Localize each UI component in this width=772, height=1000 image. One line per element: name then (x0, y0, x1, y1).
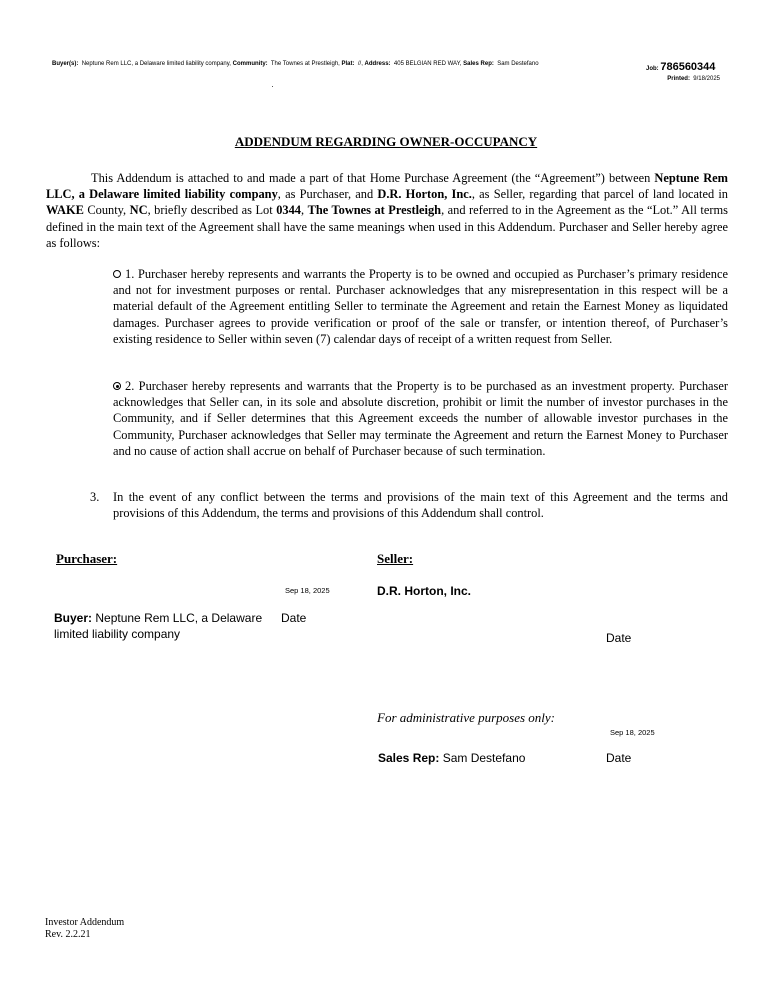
state: NC (129, 203, 148, 218)
intro-text-5: , briefly described as Lot (147, 203, 273, 218)
radio-investment[interactable] (113, 382, 121, 390)
clause-number: 3. (90, 490, 100, 504)
sales-rep-line (378, 751, 525, 765)
header-info (52, 61, 539, 67)
admin-sign-date: Sep 18, 2025 (610, 728, 655, 737)
seller-heading: Seller: (377, 551, 414, 566)
intro-text-7: , and referred to in the Agreement as the “Lot.” All terms defined in the main text of the Agreement shall have the same meanings when used in this Addendum. Purchaser and Seller hereby agree as follows: (46, 203, 728, 250)
footer-form-name: Investor Addendum (45, 917, 125, 928)
intro-text-6: , (300, 203, 305, 218)
community-value: The Townes at Prestleigh, (270, 61, 340, 67)
purchaser-name: Neptune Rem LLC, a Delaware limited liability company (46, 171, 728, 202)
option-1-text: 1. Purchaser hereby represents and warrants the Property is to be owned and occupied as Purchaser’s primary residence and not for investment purposes or rental. Purchaser acknowledges that any misrepresentation in this respect will be a material default of the Agreement entitling Seller to terminate the Agreement and retain the Earnest Money as liquidated damages. Purchaser agrees to provide verification or proof of the sale or transfer, or intention thereof, of Purchaser’s existing residence to Seller within seven (7) calendar days of receipt of a written request from Seller. (113, 267, 728, 346)
address-value: 405 BELGIAN RED WAY, (393, 61, 462, 67)
sales-rep-label: Sales Rep: (463, 61, 494, 67)
sales-rep-date-label: Date (606, 751, 632, 765)
buyer-label: Buyer: (54, 611, 93, 625)
sales-rep-value: Sam Destefano (497, 61, 539, 67)
option-investment (113, 378, 728, 459)
job-info (646, 61, 715, 73)
footer (45, 917, 124, 941)
purchaser-heading: Purchaser: (56, 551, 118, 566)
job-number: 786560344 (660, 61, 716, 73)
seller-date-label: Date (606, 631, 632, 645)
intro-text-2: , as Purchaser, and (277, 187, 374, 202)
printed-info (667, 76, 720, 82)
admin-note: For administrative purposes only: (377, 710, 556, 725)
seller-name: D.R. Horton, Inc. (377, 187, 472, 202)
footer-revision: Rev. 2.2.21 (45, 929, 91, 940)
conflict-clause (90, 489, 728, 521)
buyer-name-1: Neptune Rem LLC, a Delaware (95, 611, 263, 625)
buyers-label: Buyer(s): (52, 61, 79, 67)
intro-text-1: This Addendum is attached to and made a part of that Home Purchase Agreement (the “Agreement”) between (91, 171, 651, 185)
buyer-name-2: limited liability company (54, 627, 181, 641)
seller-company: D.R. Horton, Inc. (377, 584, 471, 598)
clause-text: In the event of any conflict between the terms and provisions of the main text of this Agreement and the terms and provisions of this Addendum, the terms and provisions of this Addendum shall control. (113, 490, 728, 521)
job-label: Job: (646, 66, 659, 72)
sales-rep-sig-label: Sales Rep: (378, 751, 440, 765)
scan-dot (272, 86, 273, 87)
plat-value: //, (357, 61, 363, 67)
buyer-line-1 (54, 611, 262, 625)
purchaser-sign-date: Sep 18, 2025 (285, 586, 330, 595)
sales-rep-name: Sam Destefano (442, 751, 526, 765)
community-label: Community: (232, 61, 268, 67)
option-owner-occupied (113, 266, 728, 347)
printed-label: Printed: (667, 76, 690, 82)
purchaser-date-label: Date (281, 611, 307, 625)
county: WAKE (46, 203, 84, 218)
lot-number: 0344 (276, 203, 301, 218)
community-name: The Townes at Prestleigh (307, 203, 442, 218)
document-title: ADDENDUM REGARDING OWNER-OCCUPANCY (234, 134, 538, 149)
intro-text-4: County, (87, 203, 127, 218)
plat-label: Plat: (341, 61, 355, 67)
radio-owner-occupied[interactable] (113, 270, 121, 278)
option-2-text: 2. Purchaser hereby represents and warrants that the Property is to be purchased as an investment property. Purchaser acknowledges that Seller can, in its sole and absolute discretion, prohibit or limit the number of investor purchases in the Community, and if Seller determines that this Agreement exceeds the number of allowable investor purchases in the Community, Purchaser acknowledges that Seller may terminate the Agreement and return the Earnest Money to Purchaser and no cause of action shall accrue on behalf of Purchaser because of such termination. (113, 379, 728, 458)
printed-date: 9/18/2025 (693, 76, 720, 82)
buyers-value: Neptune Rem LLC, a Delaware limited liability company, (81, 61, 231, 67)
intro-text-3: , as Seller, regarding that parcel of land located in (471, 187, 729, 202)
address-label: Address: (364, 61, 391, 67)
intro-paragraph (46, 170, 728, 251)
